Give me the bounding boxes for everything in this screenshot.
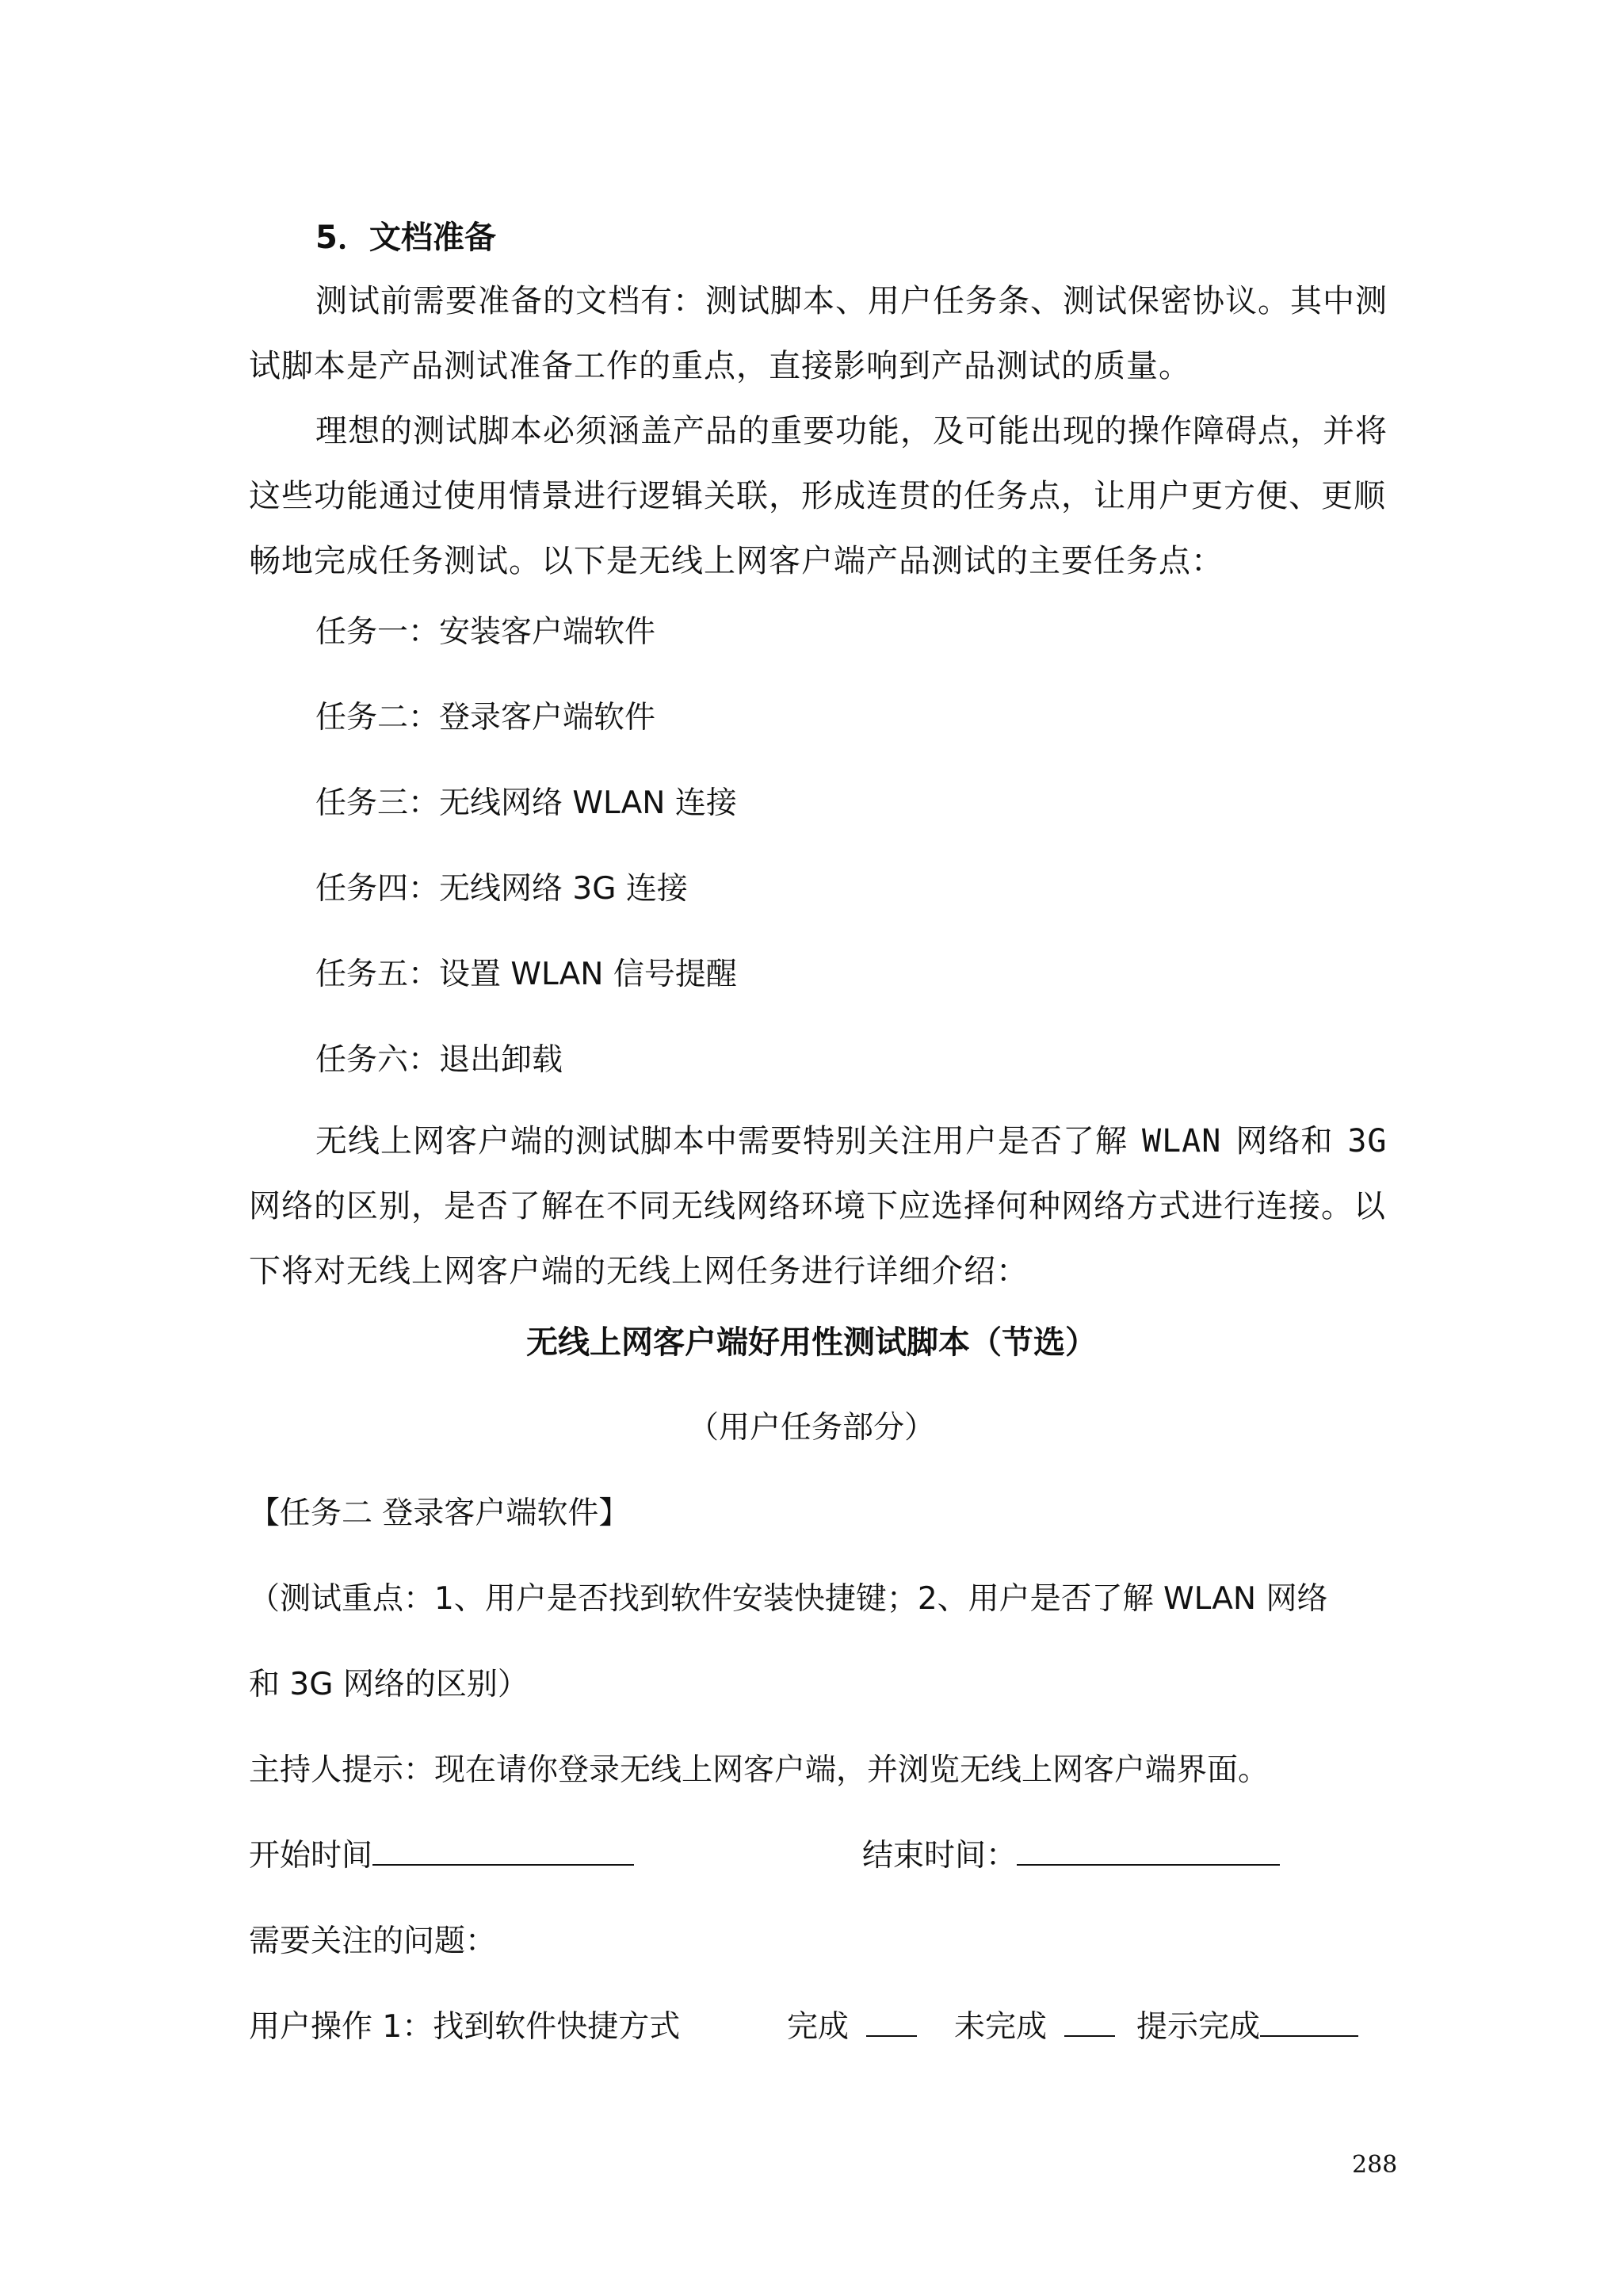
task-item-6: 任务六：退出卸载 [315, 1042, 563, 1078]
paragraph-3-line-1 [315, 1116, 1388, 1161]
start-time-label: 开始时间 [249, 1838, 373, 1874]
task-item-3: 任务三：无线网络 WLAN 连接 [315, 785, 737, 821]
task-item-5: 任务五：设置 WLAN 信号提醒 [315, 957, 737, 992]
test-focus-line-2: 和 3G 网络的区别） [249, 1667, 529, 1702]
paragraph-1-line-2: 试脚本是产品测试准备工作的重点，直接影响到产品测试的质量。 [249, 348, 1191, 384]
end-time-field [862, 1831, 1280, 1875]
paragraph-3-line-1-text: 无线上网客户端的测试脚本中需要特别关注用户是否了解 [315, 1123, 1128, 1159]
start-time-field [249, 1831, 634, 1875]
paragraph-3-line-3: 下将对无线上网客户端的无线上网任务进行详细介绍： [249, 1253, 1029, 1289]
section-heading: 5．文档准备 [315, 220, 496, 256]
task-item-1: 任务一：安装客户端软件 [315, 614, 656, 650]
paragraph-2-line-1: 理想的测试脚本必须涵盖产品的重要功能，及可能出现的操作障碍点，并将 [315, 413, 1388, 449]
hint-complete-option [1136, 2002, 1358, 2046]
complete-blank[interactable] [866, 2007, 917, 2037]
paragraph-3-line-1-text-2: 网络和 [1235, 1123, 1334, 1159]
complete-label: 完成 [787, 2009, 850, 2045]
paragraph-2-line-3: 畅地完成任务测试。以下是无线上网客户端产品测试的主要任务点： [249, 543, 1224, 579]
script-task-heading: 【任务二 登录客户端软件】 [249, 1496, 630, 1531]
task-item-4: 任务四：无线网络 3G 连接 [315, 871, 688, 907]
wlan-term: WLAN [1142, 1123, 1222, 1159]
start-time-blank[interactable] [372, 1836, 634, 1866]
paragraph-1-line-1: 测试前需要准备的文档有：测试脚本、用户任务条、测试保密协议。其中测 [315, 283, 1388, 319]
incomplete-label: 未完成 [954, 2009, 1048, 2045]
page-number: 288 [1352, 2151, 1398, 2179]
script-subtitle: （用户任务部分） [687, 1410, 935, 1446]
issues-label: 需要关注的问题： [249, 1924, 497, 1959]
host-tip: 主持人提示：现在请你登录无线上网客户端，并浏览无线上网客户端界面。 [249, 1752, 1270, 1788]
hint-complete-label: 提示完成 [1136, 2009, 1261, 2045]
complete-option [787, 2002, 917, 2046]
test-focus-line-1: （测试重点：1、用户是否找到软件安装快捷键；2、用户是否了解 WLAN 网络 [249, 1581, 1328, 1617]
hint-complete-blank[interactable] [1260, 2007, 1358, 2037]
end-time-blank[interactable] [1017, 1836, 1280, 1866]
task-item-2: 任务二：登录客户端软件 [315, 700, 656, 735]
user-operation-label: 用户操作 1：找到软件快捷方式 [249, 2009, 681, 2045]
script-title: 无线上网客户端好用性测试脚本（节选） [526, 1324, 1097, 1361]
incomplete-blank[interactable] [1064, 2007, 1115, 2037]
paragraph-2-line-2: 这些功能通过使用情景进行逻辑关联，形成连贯的任务点，让用户更方便、更顺 [249, 478, 1386, 514]
incomplete-option [954, 2002, 1115, 2046]
paragraph-3-line-2: 网络的区别，是否了解在不同无线网络环境下应选择何种网络方式进行连接。以 [249, 1188, 1386, 1224]
3g-term: 3G [1347, 1123, 1388, 1159]
end-time-label: 结束时间： [862, 1838, 1018, 1874]
